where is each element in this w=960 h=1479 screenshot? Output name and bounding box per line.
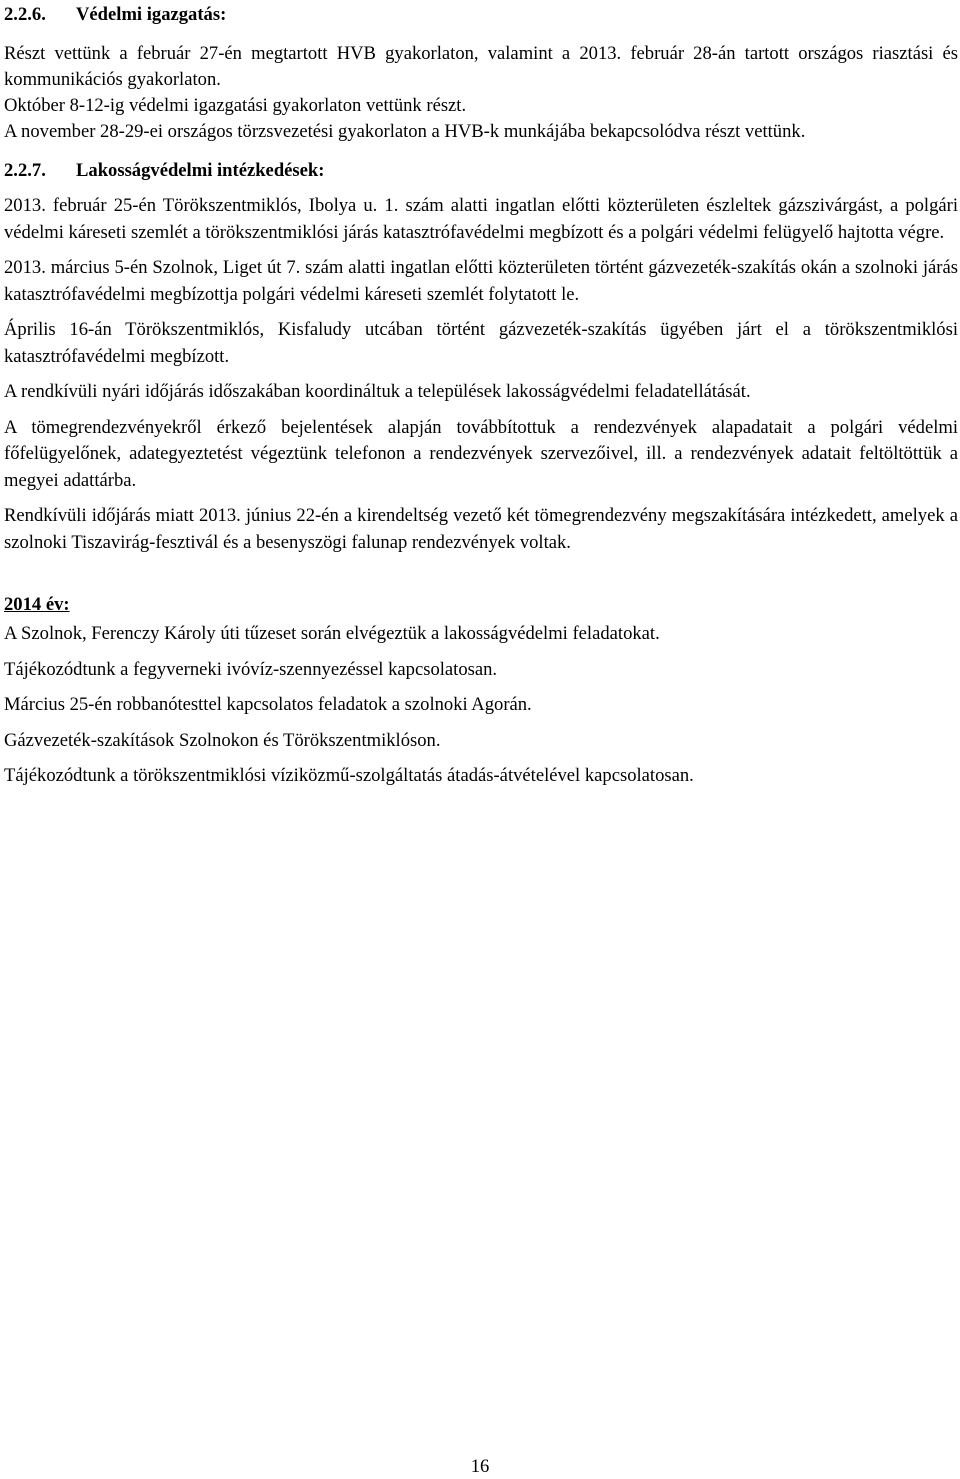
year-title: 2014 év: bbox=[4, 594, 70, 615]
document-page bbox=[4, 3, 958, 790]
section-heading-227 bbox=[4, 159, 958, 183]
list-item: Március 25-én robbanótesttel kapcsolatos feladatok a szolnoki Agorán. bbox=[4, 694, 532, 715]
section-number: 2.2.6. bbox=[4, 4, 46, 25]
list-item: Tájékozódtunk a törökszentmiklósi víziközmű-szolgáltatás átadás-átvételével kapcsolatosan. bbox=[4, 765, 694, 786]
section-number: 2.2.7. bbox=[4, 160, 46, 181]
page-number: 16 bbox=[470, 1456, 490, 1477]
list-item: Gázvezeték-szakítások Szolnokon és Törökszentmiklóson. bbox=[4, 729, 441, 751]
section-title: Lakosságvédelmi intézkedések: bbox=[76, 160, 325, 181]
paragraph: 2013. február 25-én Törökszentmiklós, Ibolya u. 1. szám alatti ingatlan előtti közterületen észleltek gázszivárgást, a polgári védelmi káreseti szemlét a törökszentmiklósi járás katasztrófavédelmi megbízott és a polgári védelmi felügyelő hajtotta végre. bbox=[4, 195, 958, 243]
year-heading bbox=[4, 593, 958, 617]
paragraph: Október 8-12-ig védelmi igazgatási gyakorlaton vettünk részt. bbox=[4, 95, 467, 116]
list-item: A Szolnok, Ferenczy Károly úti tűzeset során elvégeztük a lakosságvédelmi feladatokat. bbox=[4, 623, 660, 644]
paragraph: 2013. március 5-én Szolnok, Liget út 7. szám alatti ingatlan előtti közterületen történt gázvezeték-szakítás okán a szolnoki járás katasztrófavédelmi megbízottja polgári védelmi káreseti szemlét folytatott le. bbox=[4, 257, 958, 305]
paragraph: A november 28-29-ei országos törzsvezetési gyakorlaton a HVB-k munkájába bekapcsolódva részt vettünk. bbox=[4, 121, 806, 142]
section-heading-226 bbox=[4, 3, 958, 27]
section-title: Védelmi igazgatás: bbox=[76, 4, 227, 25]
paragraph: Részt vettünk a február 27-én megtartott HVB gyakorlaton, valamint a 2013. február 28-án tartott országos riasztási és kommunikációs gyakorlaton. bbox=[4, 43, 958, 90]
paragraph: A tömegrendezvényekről érkező bejelentések alapján továbbítottuk a rendezvények alapadatait a polgári védelmi főfelügyelőnek, adategyeztetést végeztünk telefonon a rendezvények szervezőivel, ill. a rendezvények adatait feltöltöttük a megyei adattárba. bbox=[4, 416, 958, 491]
paragraph: Április 16-án Törökszentmiklós, Kisfaludy utcában történt gázvezeték-szakítás ügyében járt el a törökszentmiklósi katasztrófavédelmi megbízott. bbox=[4, 319, 958, 367]
paragraph: A rendkívüli nyári időjárás időszakában koordináltuk a települések lakosságvédelmi feladatellátását. bbox=[4, 381, 751, 402]
paragraph: Rendkívüli időjárás miatt 2013. június 22-én a kirendeltség vezető két tömegrendezvény megszakítására intézkedett, amelyek a szolnoki Tiszavirág-fesztivál és a besenyszögi falunap rendezvények voltak. bbox=[4, 505, 958, 553]
list-item: Tájékozódtunk a fegyverneki ivóvíz-szennyezéssel kapcsolatosan. bbox=[4, 658, 498, 680]
